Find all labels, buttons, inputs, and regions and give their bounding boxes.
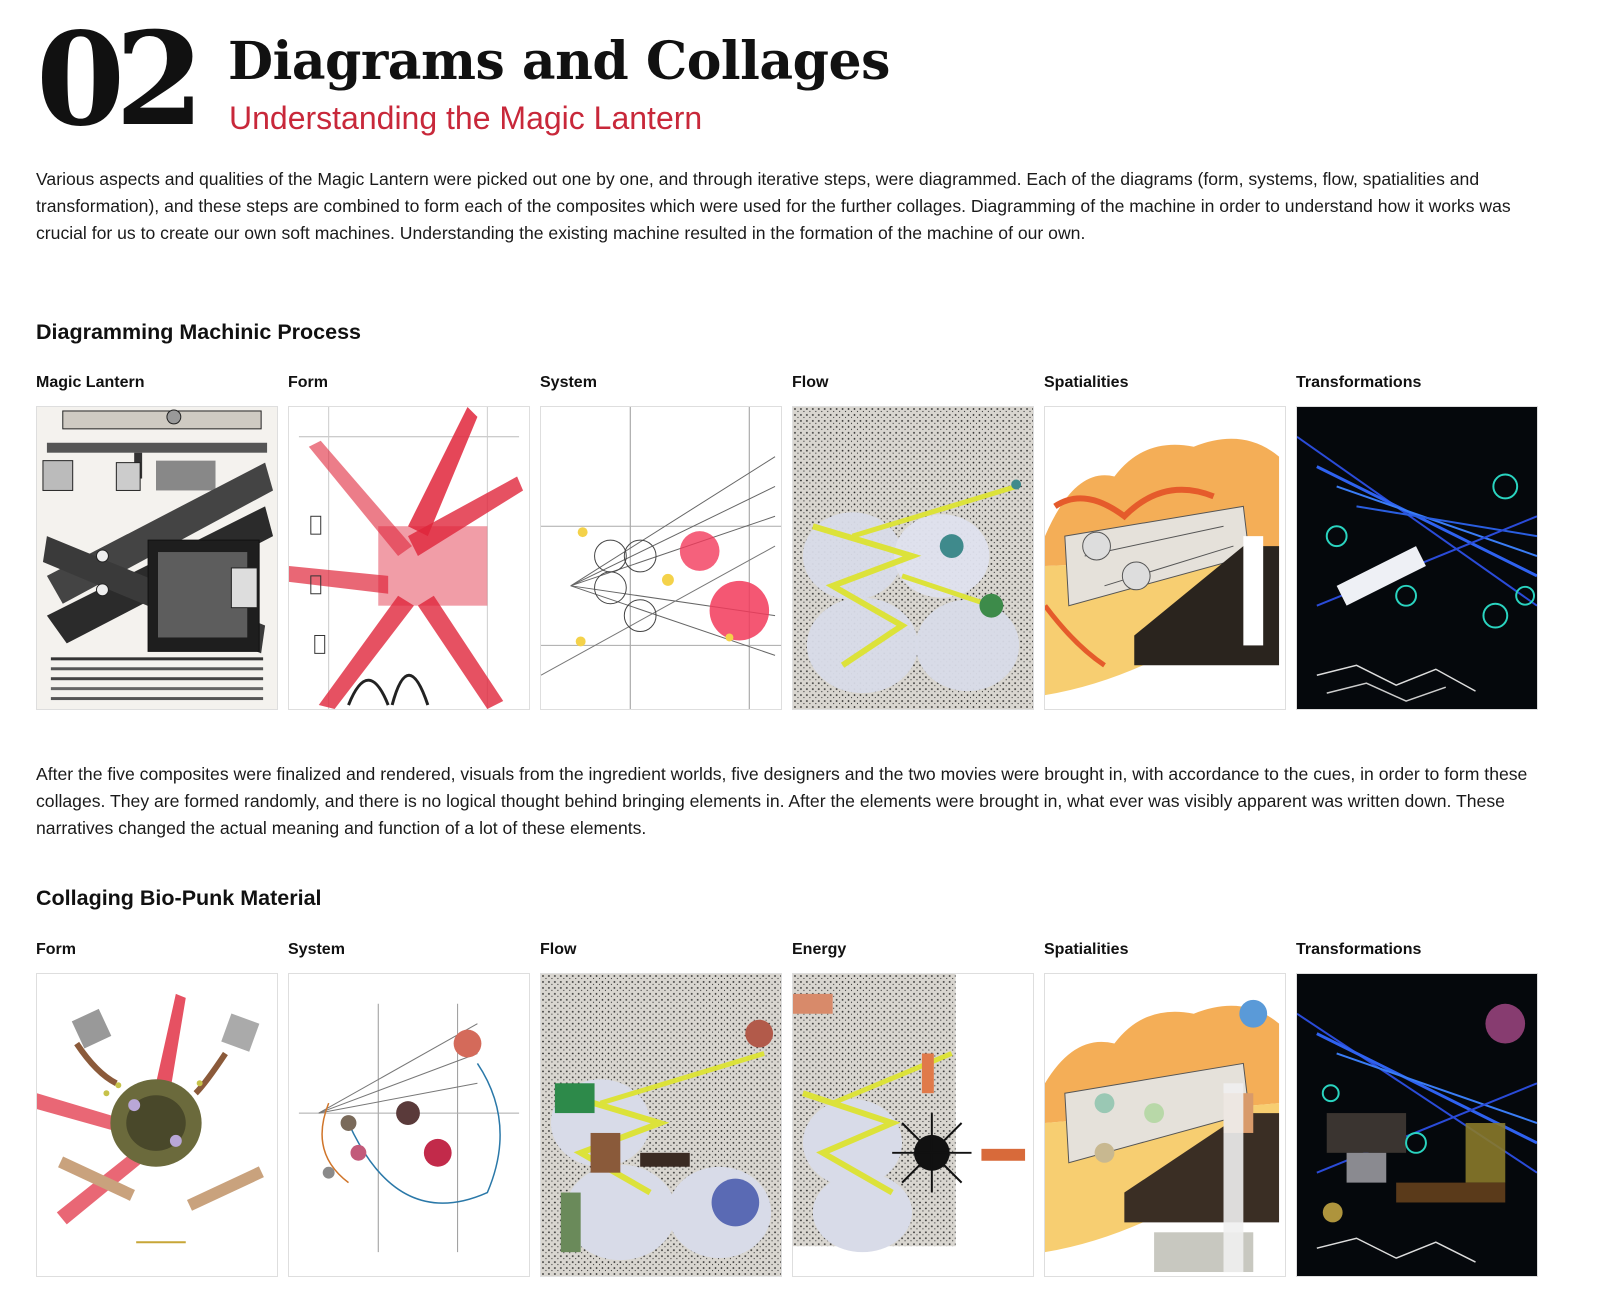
form-collage-image[interactable] [36, 973, 278, 1277]
card-label: Magic Lantern [36, 374, 145, 391]
card-transformations-diagram[interactable] [1296, 374, 1538, 710]
transformations-diagram-image[interactable] [1296, 406, 1538, 710]
energy-collage-image[interactable] [792, 973, 1034, 1277]
page-subtitle: Understanding the Magic Lantern [229, 100, 703, 136]
card-spatialities-collage[interactable] [1044, 941, 1286, 1277]
form-diagram-image[interactable] [288, 406, 530, 710]
section-title-collaging: Collaging Bio-Punk Material [36, 886, 322, 910]
card-label: System [288, 941, 345, 958]
card-transformations-collage[interactable] [1296, 941, 1538, 1277]
section-title-diagramming: Diagramming Machinic Process [36, 320, 361, 344]
card-system-collage[interactable] [288, 941, 530, 1277]
chapter-number: 02 [36, 5, 195, 155]
card-energy-collage[interactable] [792, 941, 1034, 1277]
card-form-collage[interactable] [36, 941, 278, 1277]
card-spatialities-diagram[interactable] [1044, 374, 1286, 710]
card-flow-collage[interactable] [540, 941, 782, 1277]
intro-paragraph: Various aspects and qualities of the Magic Lantern were picked out one by one, and through iterative steps, were diagrammed. Each of the diagrams (form, systems, flow, spatialities and transformation), and these steps are combined to form each of the composites which were used for the further collages. Diagramming of the machine in order to understand how it works was crucial for us to create our own soft machines. Understanding the existing machine resulted in the formation of the machine of our own. [36, 169, 1511, 243]
spatialities-diagram-image[interactable] [1044, 406, 1286, 710]
card-label: Transformations [1296, 941, 1422, 958]
card-label: Form [36, 941, 76, 958]
page-title: Diagrams and Collages [228, 31, 890, 92]
card-label: Flow [792, 374, 829, 391]
card-flow-diagram[interactable] [792, 374, 1034, 710]
spatialities-collage-image[interactable] [1044, 973, 1286, 1277]
page-header [36, 5, 1036, 155]
flow-collage-image[interactable] [540, 973, 782, 1277]
system-collage-image[interactable] [288, 973, 530, 1277]
magic-lantern-image[interactable] [36, 406, 278, 710]
collage-paragraph: After the five composites were finalized and rendered, visuals from the ingredient worlds, five designers and the two movies were brought in, with accordance to the cues, in order to form these collages. They are formed randomly, and there is no logical thought behind bringing elements in. After the elements were brought in, what ever was visibly apparent was written down. These narratives changed the actual meaning and function of a lot of these elements. [36, 764, 1528, 838]
card-label: Spatialities [1044, 374, 1129, 391]
card-system-diagram[interactable] [540, 374, 782, 710]
card-form-diagram[interactable] [288, 374, 530, 710]
transformations-collage-image[interactable] [1296, 973, 1538, 1277]
card-label: Flow [540, 941, 577, 958]
card-label: Form [288, 374, 328, 391]
card-label: System [540, 374, 597, 391]
flow-diagram-image[interactable] [792, 406, 1034, 710]
system-diagram-image[interactable] [540, 406, 782, 710]
card-label: Spatialities [1044, 941, 1129, 958]
card-magic-lantern[interactable] [36, 374, 278, 710]
card-label: Transformations [1296, 374, 1422, 391]
card-label: Energy [792, 941, 847, 958]
